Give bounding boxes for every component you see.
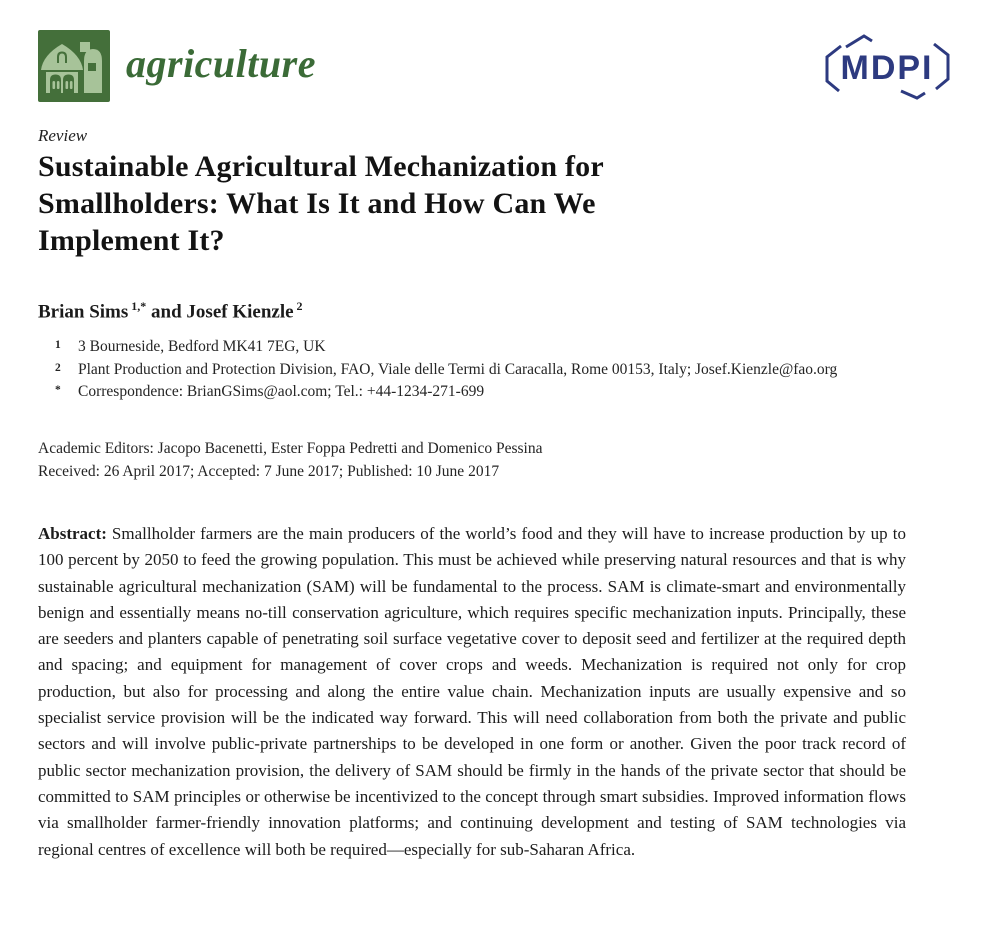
- affiliation-text: Plant Production and Protection Division, FAO, Viale delle Termi di Caracalla, Rome 00153, Italy; Josef.Kienzle@fao.org: [78, 360, 838, 378]
- correspondence-marker: *: [55, 384, 61, 396]
- author-affiliation-marker: 2: [296, 299, 303, 313]
- affiliation-marker: 1: [55, 339, 61, 351]
- correspondence-text: Correspondence: BrianGSims@aol.com; Tel.: +44-1234-271-699: [78, 383, 485, 400]
- affiliation-row: [38, 359, 906, 382]
- abstract-text: Smallholder farmers are the main producers of the world’s food and they will have to increase production by up to 100 percent by 2050 to feed the growing population. This must be achieved while preserving natural resources and that is why sustainable agricultural mechanization (SAM) will be fundamental to the process. SAM is climate-smart and environmentally benign and essentially means no-till conservation agriculture, which requires specific mechanization inputs. Principally, these are seeders and planters capable of penetrating soil surface vegetative cover to deposit seed and fertilizer at the required depth and spacing; and equipment for management of cover crops and weeds. Mechanization is required not only for crop production, but also for processing and along the entire value chain. Mechanization inputs are usually expensive and so specialist service provision will be the indicated way forward. This will need collaboration from both the private and public sectors and will involve public-private partnerships to be developed in one form or another. Given the poor track record of public sector mechanization provision, the delivery of SAM should be firmly in the hands of the private sector that should be committed to SAM principles or otherwise be incentivized to the concept through smart subsidies. Improved information flows via smallholder farmer-friendly innovation platforms; and continuing development and testing of SAM technologies via regional centres of excellence will both be required—especially for sub-Saharan Africa.: [38, 524, 906, 859]
- masthead: [38, 30, 962, 102]
- affiliation-row: [38, 381, 906, 404]
- authors-line: [38, 299, 303, 323]
- affiliations-block: [38, 336, 906, 404]
- journal-name: agriculture: [126, 40, 316, 86]
- article-title: [38, 148, 818, 259]
- affiliation-marker: 2: [55, 361, 61, 374]
- author-name: Josef Kienzle: [186, 301, 294, 323]
- affiliation-text: 3 Bourneside, Bedford MK41 7EG, UK: [78, 338, 326, 355]
- article-type-label: Review: [38, 126, 88, 145]
- mdpi-logo-text: MDPI: [840, 49, 934, 87]
- agriculture-logo-icon: [38, 30, 110, 102]
- academic-editors-line: Academic Editors: Jacopo Bacenetti, Ester Foppa Pedretti and Domenico Pessina: [38, 440, 543, 457]
- abstract-label: Abstract:: [38, 524, 107, 543]
- editorial-info-block: [38, 437, 906, 483]
- journal-brand: [38, 30, 316, 102]
- authors-conjunction: and: [151, 301, 182, 323]
- article-title-line: Sustainable Agricultural Mechanization for: [38, 150, 604, 183]
- article-history-line: Received: 26 April 2017; Accepted: 7 June 2017; Published: 10 June 2017: [38, 463, 500, 480]
- article-title-line: Smallholders: What Is It and How Can We: [38, 187, 596, 220]
- abstract-paragraph: [38, 521, 906, 863]
- article-title-line: Implement It?: [38, 224, 225, 257]
- affiliation-row: [38, 336, 906, 359]
- author-name: Brian Sims: [38, 301, 129, 323]
- author-affiliation-marker: 1,*: [131, 299, 147, 313]
- mdpi-publisher-logo: [812, 32, 962, 100]
